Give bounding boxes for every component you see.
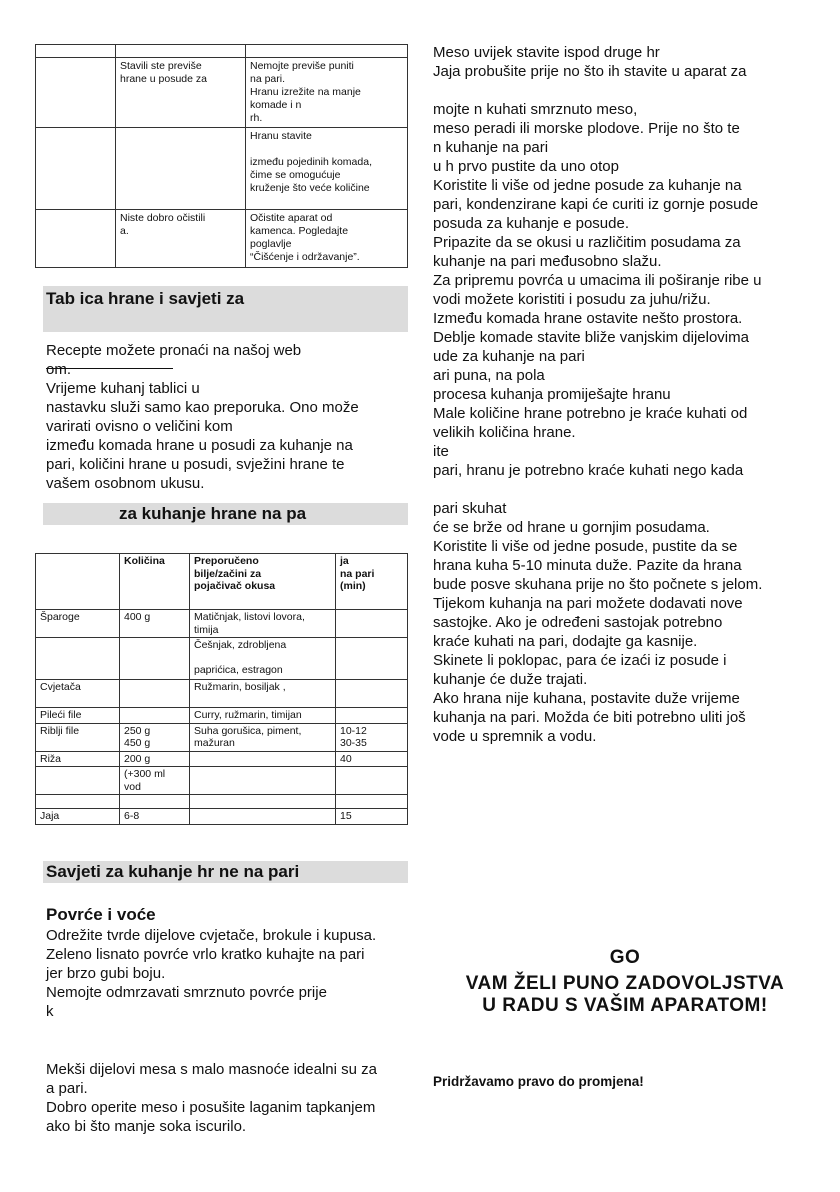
table-cell [336, 680, 408, 708]
troubleshooting-table [35, 44, 408, 268]
section-title: Savjeti za kuhanje hr ne na pari [46, 862, 300, 881]
table-cell [36, 128, 116, 210]
text-line: Zeleno lisnato povrće vrlo kratko kuhajte na pari [46, 946, 365, 963]
table-cell: Nemojte previše puniti na pari. Hranu izrežite na manje komade i n rh. [246, 58, 408, 128]
column-header: Količina [120, 554, 190, 610]
table-cell [190, 751, 336, 767]
text-line: Nemojte odmrzavati smrznuto povrće prije [46, 984, 327, 1001]
text-line: u h prvo pustite da uno otop [433, 158, 619, 175]
subheading: Povrće i voće [46, 905, 156, 924]
table-header-row [36, 554, 408, 610]
text-line: bude posve skuhana prije no što počnete s jelom. [433, 576, 763, 593]
table-cell: 15 [336, 809, 408, 825]
table-cell: 6-8 [120, 809, 190, 825]
text-line: ite [433, 443, 449, 460]
text-line: Mekši dijelovi mesa s malo masnoće idealni su za [46, 1061, 377, 1078]
text-line: posuda za kuhanje e posude. [433, 215, 629, 232]
table-cell: Šparoge [36, 610, 120, 638]
table-cell: Matičnjak, listovi lovora, timija [190, 610, 336, 638]
text-line: pari skuhat [433, 500, 507, 517]
table-row [36, 610, 408, 638]
text-line: Odrežite tvrde dijelove cvjetače, brokule i kupusa. [46, 927, 377, 944]
text-line: kuhanje će duže trajati. [433, 671, 588, 688]
text-line: sastojke. Ako je određeni sastojak potrebno [433, 614, 723, 631]
table-row [36, 767, 408, 795]
section-heading-band [43, 503, 408, 525]
section-title: za kuhanje hrane na pa [119, 504, 307, 523]
text-line: varirati ovisno o veličini kom [46, 418, 233, 435]
text-line: Deblje komade stavite bliže vanjskim dijelovima [433, 329, 749, 346]
text-line: ari puna, na pola [433, 367, 545, 384]
table-row [36, 128, 408, 210]
table-cell [336, 610, 408, 638]
text-line: kuhanje na pari međusobno slažu. [433, 253, 662, 270]
table-cell: 250 g 450 g [120, 723, 190, 751]
text-line: kuhanja na pari. Možda će biti potrebno uliti još [433, 709, 746, 726]
food-steaming-table [35, 553, 408, 825]
table-cell: Ružmarin, bosiljak , [190, 680, 336, 708]
text-line: Ako hrana nije kuhana, postavite duže vrijeme [433, 690, 740, 707]
table-cell [116, 128, 246, 210]
table-row [36, 638, 408, 680]
closing-message-line: U RADU S VAŠIM APARATOM! [482, 995, 768, 1016]
section-heading-band [43, 286, 408, 332]
table-cell [336, 767, 408, 795]
text-line: Pripazite da se okusi u različitim posudama za [433, 234, 741, 251]
text-line: meso peradi ili morske plodove. Prije no što te [433, 120, 740, 137]
text-line: Dobro operite meso i posušite laganim tapkanjem [46, 1099, 376, 1116]
text-line: procesa kuhanja promiješajte hranu [433, 386, 671, 403]
text-line: om. [46, 361, 72, 378]
text-line: Tijekom kuhanja na pari možete dodavati nove [433, 595, 743, 612]
table-cell [120, 708, 190, 724]
table-row [36, 45, 408, 58]
table-cell [336, 708, 408, 724]
table-cell: 40 [336, 751, 408, 767]
text-line: Jaja probušite prije no što ih stavite u aparat za [433, 63, 747, 80]
text-line: Male količine hrane potrebno je kraće kuhati od [433, 405, 748, 422]
table-row [36, 795, 408, 809]
table-cell [120, 680, 190, 708]
table-cell [190, 795, 336, 809]
text-line: pari, količini hrane u posudi, svježini hrane te [46, 456, 345, 473]
text-line: ude za kuhanje na pari [433, 348, 585, 365]
text-line: velikih količina hrane. [433, 424, 576, 441]
table-cell [36, 767, 120, 795]
table-cell [120, 638, 190, 680]
table-cell: (+300 ml vod [120, 767, 190, 795]
text-line: Koristite li više od jedne posude za kuhanje na [433, 177, 742, 194]
table-row [36, 58, 408, 128]
rights-notice: Pridržavamo pravo do promjena! [433, 1074, 644, 1089]
section-heading-band [43, 861, 408, 883]
table-row [36, 680, 408, 708]
text-line: Koristite li više od jedne posude, pustite da se [433, 538, 738, 555]
table-cell: Jaja [36, 809, 120, 825]
column-header: ja na pari (min) [336, 554, 408, 610]
table-cell: Stavili ste previše hrane u posude za [116, 58, 246, 128]
column-header [36, 554, 120, 610]
table-cell: Riža [36, 751, 120, 767]
table-cell: 200 g [120, 751, 190, 767]
table-cell: Riblji file [36, 723, 120, 751]
text-line: Meso uvijek stavite ispod druge hr [433, 44, 660, 61]
text-line: vašem osobnom ukusu. [46, 475, 205, 492]
text-line: Vrijeme kuhanj tablici u [46, 380, 200, 397]
text-line: pari, hranu je potrebno kraće kuhati nego kada [433, 462, 744, 479]
text-line: vodi možete koristiti i posudu za juhu/rižu. [433, 291, 711, 308]
table-cell [190, 809, 336, 825]
text-line: a pari. [46, 1080, 88, 1097]
table-cell: Cvjetača [36, 680, 120, 708]
text-line: k [46, 1003, 54, 1020]
text-line: kraće kuhati na pari, dodajte ga kasnije. [433, 633, 698, 650]
table-cell: Očistite aparat od kamenca. Pogledajte poglavlje “Čišćenje i održavanje”. [246, 210, 408, 268]
table-cell [190, 767, 336, 795]
table-row [36, 708, 408, 724]
text-line: pari, kondenzirane kapi će curiti iz gornje posude [433, 196, 759, 213]
table-cell [336, 638, 408, 680]
table-cell: 400 g [120, 610, 190, 638]
text-line: jer brzo gubi boju. [46, 965, 166, 982]
text-line: nastavku služi samo kao preporuka. Ono može [46, 399, 359, 416]
section-title: Tab ica hrane i savjeti za [46, 289, 245, 308]
text-line: između komada hrane u posudi za kuhanje na [46, 437, 353, 454]
table-cell [36, 795, 120, 809]
text-line: n kuhanje na pari [433, 139, 549, 156]
table-cell [120, 795, 190, 809]
text-line: ako bi što manje soka iscurilo. [46, 1118, 247, 1135]
table-cell [116, 45, 246, 58]
text-line: će se brže od hrane u gornjim posudama. [433, 519, 710, 536]
table-cell: Suha gorušica, piment, mažuran [190, 723, 336, 751]
table-cell: Češnjak, zdrobljena paprićica, estragon [190, 638, 336, 680]
table-cell [36, 638, 120, 680]
table-row [36, 723, 408, 751]
text-line: Između komada hrane ostavite nešto prostora. [433, 310, 743, 327]
text-line: vode u spremnik a vodu. [433, 728, 597, 745]
table-cell [246, 45, 408, 58]
text-line: Recepte možete pronaći na našoj web [46, 342, 302, 359]
text-line: mojte n kuhati smrznuto meso, [433, 101, 638, 118]
table-row [36, 809, 408, 825]
table-cell: Curry, ružmarin, timijan [190, 708, 336, 724]
table-cell [36, 210, 116, 268]
table-row [36, 210, 408, 268]
table-cell: Hranu stavite između pojedinih komada, čime se omogućuje kruženje što veće količine [246, 128, 408, 210]
table-row [36, 751, 408, 767]
closing-brand: GO [609, 947, 641, 968]
table-cell: Niste dobro očistili a. [116, 210, 246, 268]
link-underline [46, 368, 173, 369]
text-line: Skinete li poklopac, para će izaći iz posude i [433, 652, 727, 669]
table-cell [336, 795, 408, 809]
table-cell: Pileći file [36, 708, 120, 724]
table-cell [36, 45, 116, 58]
text-line: Za pripremu povrća u umacima ili poširanje ribe u [433, 272, 762, 289]
text-line: hrana kuha 5-10 minuta duže. Pazite da hrana [433, 557, 742, 574]
closing-message-line: VAM ŽELI PUNO ZADOVOLJSTVA [465, 973, 785, 994]
table-cell: 10-12 30-35 [336, 723, 408, 751]
table-cell [36, 58, 116, 128]
column-header: Preporučeno bilje/začini za pojačivač okusa [190, 554, 336, 610]
